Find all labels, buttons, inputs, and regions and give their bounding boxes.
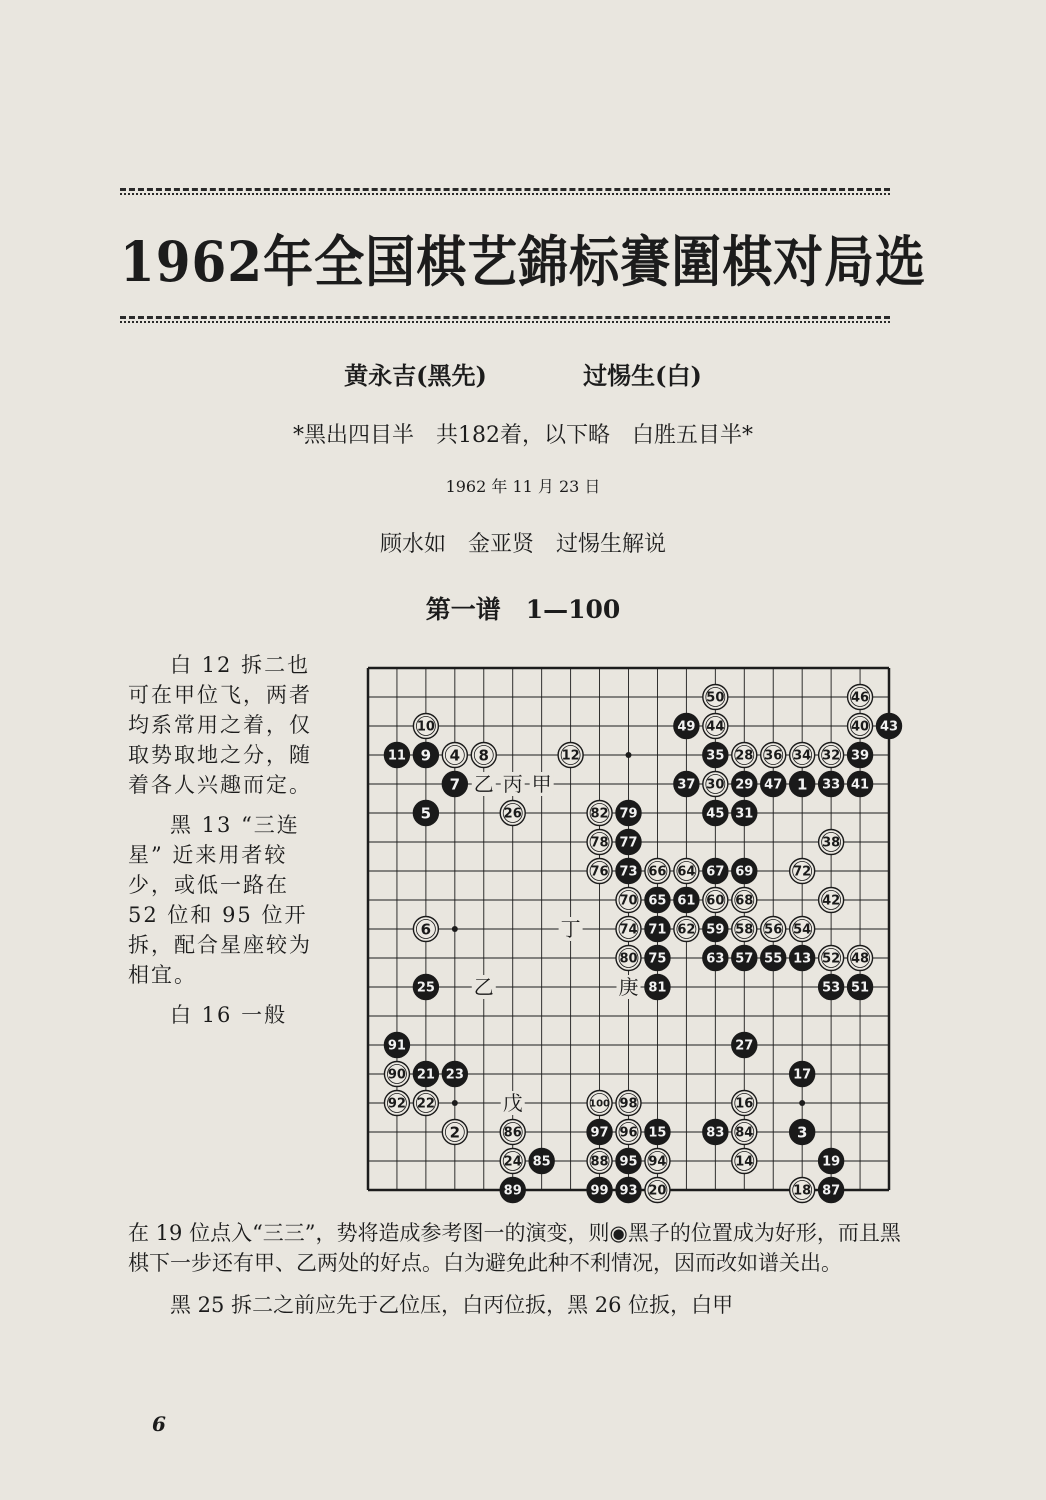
- move-number: 25: [416, 980, 435, 996]
- move-number: 44: [706, 719, 725, 735]
- move-number: 48: [851, 951, 870, 967]
- move-number: 45: [706, 806, 725, 822]
- move-number: 70: [619, 893, 638, 909]
- move-number: 38: [822, 835, 841, 851]
- page-title: 1962年全国棋艺錦标賽圍棋对局选: [119, 229, 927, 295]
- move-number: 3: [796, 1123, 808, 1142]
- board-label: 庚: [618, 975, 639, 999]
- move-number: 8: [478, 746, 489, 765]
- move-number: 33: [822, 777, 841, 793]
- move-number: 26: [503, 806, 522, 822]
- move-number: 41: [851, 777, 870, 793]
- go-board: [368, 668, 899, 1199]
- move-number: 60: [706, 893, 725, 909]
- move-number: 94: [648, 1154, 667, 1170]
- move-number: 85: [532, 1154, 551, 1170]
- move-number: 72: [793, 864, 812, 880]
- move-number: 64: [677, 864, 696, 880]
- move-number: 10: [416, 719, 435, 735]
- move-number: 9: [420, 746, 432, 765]
- move-number: 89: [503, 1183, 522, 1199]
- move-number: 87: [822, 1183, 841, 1199]
- section-title: 第一谱 1—100: [425, 595, 621, 624]
- move-number: 78: [590, 835, 609, 851]
- column-commentary: [128, 650, 328, 1040]
- move-number: 98: [619, 1096, 638, 1112]
- move-number: 68: [735, 893, 754, 909]
- paragraph: 白 12 拆二也可在甲位飞，两者均系常用之着，仅取势取地之分，随着各人兴趣而定。: [128, 653, 312, 797]
- move-number: 76: [590, 864, 609, 880]
- move-number: 42: [822, 893, 841, 909]
- move-number: 20: [648, 1183, 667, 1199]
- move-number: 53: [822, 980, 841, 996]
- move-number: 97: [590, 1125, 609, 1141]
- move-number: 69: [735, 864, 754, 880]
- move-number: 28: [735, 748, 754, 764]
- move-number: 99: [590, 1183, 609, 1199]
- move-number: 86: [503, 1125, 522, 1141]
- move-number: 63: [706, 951, 725, 967]
- move-number: 5: [420, 804, 432, 823]
- move-number: 1: [796, 775, 808, 794]
- move-number: 12: [561, 748, 580, 764]
- move-number: 17: [793, 1067, 812, 1083]
- black-player: 黄永吉(黑先): [344, 361, 487, 390]
- move-number: 93: [619, 1183, 638, 1199]
- move-number: 95: [619, 1154, 638, 1170]
- move-number: 58: [735, 922, 754, 938]
- game-result: *黑出四目半 共182着，以下略 白胜五目半*: [293, 423, 753, 448]
- move-number: 54: [793, 922, 812, 938]
- move-number: 29: [735, 777, 754, 793]
- move-number: 88: [590, 1154, 609, 1170]
- page-number: 6: [152, 1412, 166, 1436]
- paragraph: 黑 13 “三连星” 近来用者较少，或低一路在 52 位和 95 位开拆，配合星座较为相宜。: [128, 813, 312, 987]
- move-number: 96: [619, 1125, 638, 1141]
- move-number: 47: [764, 777, 783, 793]
- move-number: 73: [619, 864, 638, 880]
- move-number: 55: [764, 951, 783, 967]
- move-number: 56: [764, 922, 783, 938]
- move-number: 51: [851, 980, 870, 996]
- move-number: 57: [735, 951, 754, 967]
- top-rule: [120, 188, 890, 191]
- star-point: [452, 926, 458, 932]
- move-number: 52: [822, 951, 841, 967]
- move-number: 23: [445, 1067, 464, 1083]
- move-number: 79: [619, 806, 638, 822]
- move-number: 4: [449, 746, 461, 765]
- star-point: [626, 752, 632, 758]
- move-number: 91: [387, 1038, 406, 1054]
- board-label: 乙: [473, 772, 494, 796]
- move-number: 16: [735, 1096, 754, 1112]
- move-number: 67: [706, 864, 725, 880]
- move-number: 18: [793, 1183, 812, 1199]
- move-number: 65: [648, 893, 667, 909]
- move-number: 49: [677, 719, 696, 735]
- move-number: 75: [648, 951, 667, 967]
- white-player: 过惕生(白): [583, 361, 702, 390]
- paragraph: 在 19 位点入“三三”，势将造成参考图一的演变，则◉黑子的位置成为好形，而且黑棋下一步还有甲、乙两处的好点。白为避免此种不利情况，因而改如谱关出。: [128, 1221, 901, 1275]
- commentators: 顾水如 金亚贤 过惕生解说: [379, 532, 666, 557]
- move-number: 34: [793, 748, 812, 764]
- board-label: 戊: [502, 1091, 523, 1115]
- move-number: 21: [416, 1067, 435, 1083]
- move-number: 84: [735, 1125, 754, 1141]
- move-number: 81: [648, 980, 667, 996]
- move-number: 13: [793, 951, 812, 967]
- board-label: 丁: [560, 917, 581, 941]
- move-number: 46: [851, 690, 870, 706]
- board-label: 乙: [473, 975, 494, 999]
- move-number: 32: [822, 748, 841, 764]
- bottom-rule: [120, 316, 890, 319]
- paragraph: 黑 25 拆二之前应先于乙位压，白丙位扳，黑 26 位扳，白甲: [170, 1293, 734, 1317]
- move-number: 19: [822, 1154, 841, 1170]
- move-number: 11: [387, 748, 406, 764]
- move-number: 7: [449, 775, 461, 794]
- move-number: 40: [851, 719, 870, 735]
- move-number: 35: [706, 748, 725, 764]
- move-number: 31: [735, 806, 754, 822]
- move-number: 80: [619, 951, 638, 967]
- move-number: 83: [706, 1125, 725, 1141]
- move-number: 43: [879, 719, 899, 735]
- move-number: 90: [387, 1067, 406, 1083]
- move-number: 82: [590, 806, 609, 822]
- paragraph: 白 16 一般: [170, 1003, 288, 1027]
- move-number: 92: [387, 1096, 406, 1112]
- move-number: 2: [449, 1123, 461, 1142]
- move-number: 6: [420, 920, 432, 939]
- move-number: 62: [677, 922, 696, 938]
- move-number: 27: [735, 1038, 754, 1054]
- full-commentary: [128, 1218, 903, 1320]
- star-point: [799, 1100, 805, 1106]
- move-number: 30: [706, 777, 725, 793]
- move-number: 39: [851, 748, 870, 764]
- move-number: 24: [503, 1154, 522, 1170]
- board-label: 丙: [502, 772, 523, 796]
- move-number: 71: [648, 922, 667, 938]
- star-point: [452, 1100, 458, 1106]
- move-number: 100: [589, 1098, 610, 1110]
- move-number: 74: [619, 922, 638, 938]
- move-number: 59: [706, 922, 725, 938]
- move-number: 77: [619, 835, 638, 851]
- game-date: 1962 年 11 月 23 日: [445, 477, 601, 496]
- board-label: 甲: [531, 772, 552, 796]
- move-number: 22: [416, 1096, 435, 1112]
- move-number: 14: [735, 1154, 754, 1170]
- move-number: 50: [706, 690, 725, 706]
- move-number: 37: [677, 777, 696, 793]
- move-number: 15: [648, 1125, 667, 1141]
- move-number: 36: [764, 748, 783, 764]
- move-number: 61: [677, 893, 696, 909]
- players-line: [0, 356, 1046, 391]
- move-number: 66: [648, 864, 667, 880]
